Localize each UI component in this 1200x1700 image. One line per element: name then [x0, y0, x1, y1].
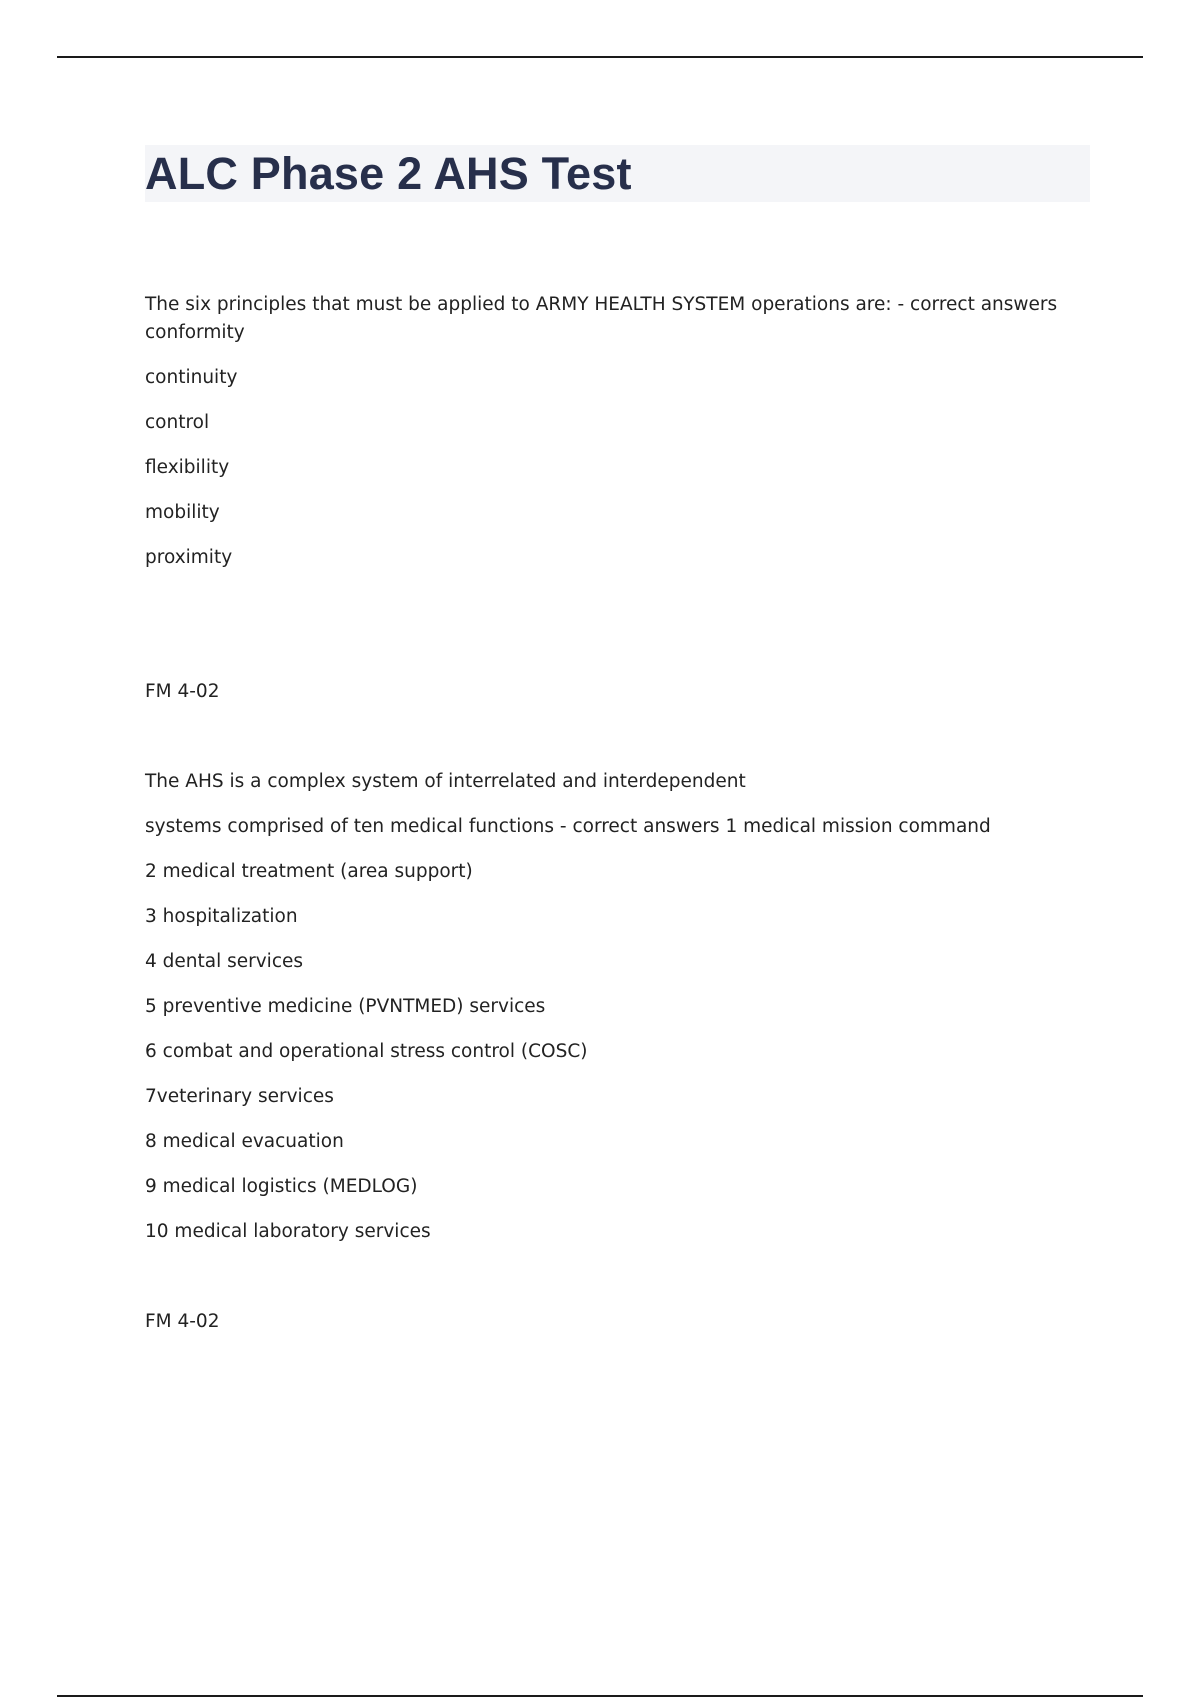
answer-line: 3 hospitalization [145, 906, 298, 927]
answer-line: control [145, 412, 210, 433]
source-reference: FM 4-02 [145, 681, 220, 702]
document-title: ALC Phase 2 AHS Test [145, 148, 632, 199]
answer-line: mobility [145, 502, 220, 523]
footer-rule [57, 1695, 1143, 1697]
title-band [145, 145, 1090, 202]
answer-line: 8 medical evacuation [145, 1131, 344, 1152]
flashcard-2 [145, 768, 1090, 1336]
answer-line: proximity [145, 547, 233, 568]
answer-line: 7veterinary services [145, 1086, 334, 1107]
answer-line: 5 preventive medicine (PVNTMED) services [145, 996, 546, 1017]
answer-line: flexibility [145, 457, 230, 478]
answer-line: 9 medical logistics (MEDLOG) [145, 1176, 418, 1197]
question-text: The AHS is a complex system of interrelated and interdependent [145, 771, 746, 792]
document-body [145, 145, 1090, 1336]
source-reference: FM 4-02 [145, 1311, 220, 1332]
answer-line: systems comprised of ten medical functions - correct answers 1 medical mission command [145, 816, 991, 837]
answer-line: continuity [145, 367, 238, 388]
header-rule [57, 56, 1143, 58]
answer-line: 6 combat and operational stress control (COSC) [145, 1041, 588, 1062]
answer-line: 10 medical laboratory services [145, 1221, 431, 1242]
question-text: The six principles that must be applied to ARMY HEALTH SYSTEM operations are: - correct answers conformity [145, 294, 1058, 343]
answer-line: 2 medical treatment (area support) [145, 861, 473, 882]
flashcard-1 [145, 291, 1090, 706]
answer-line: 4 dental services [145, 951, 304, 972]
